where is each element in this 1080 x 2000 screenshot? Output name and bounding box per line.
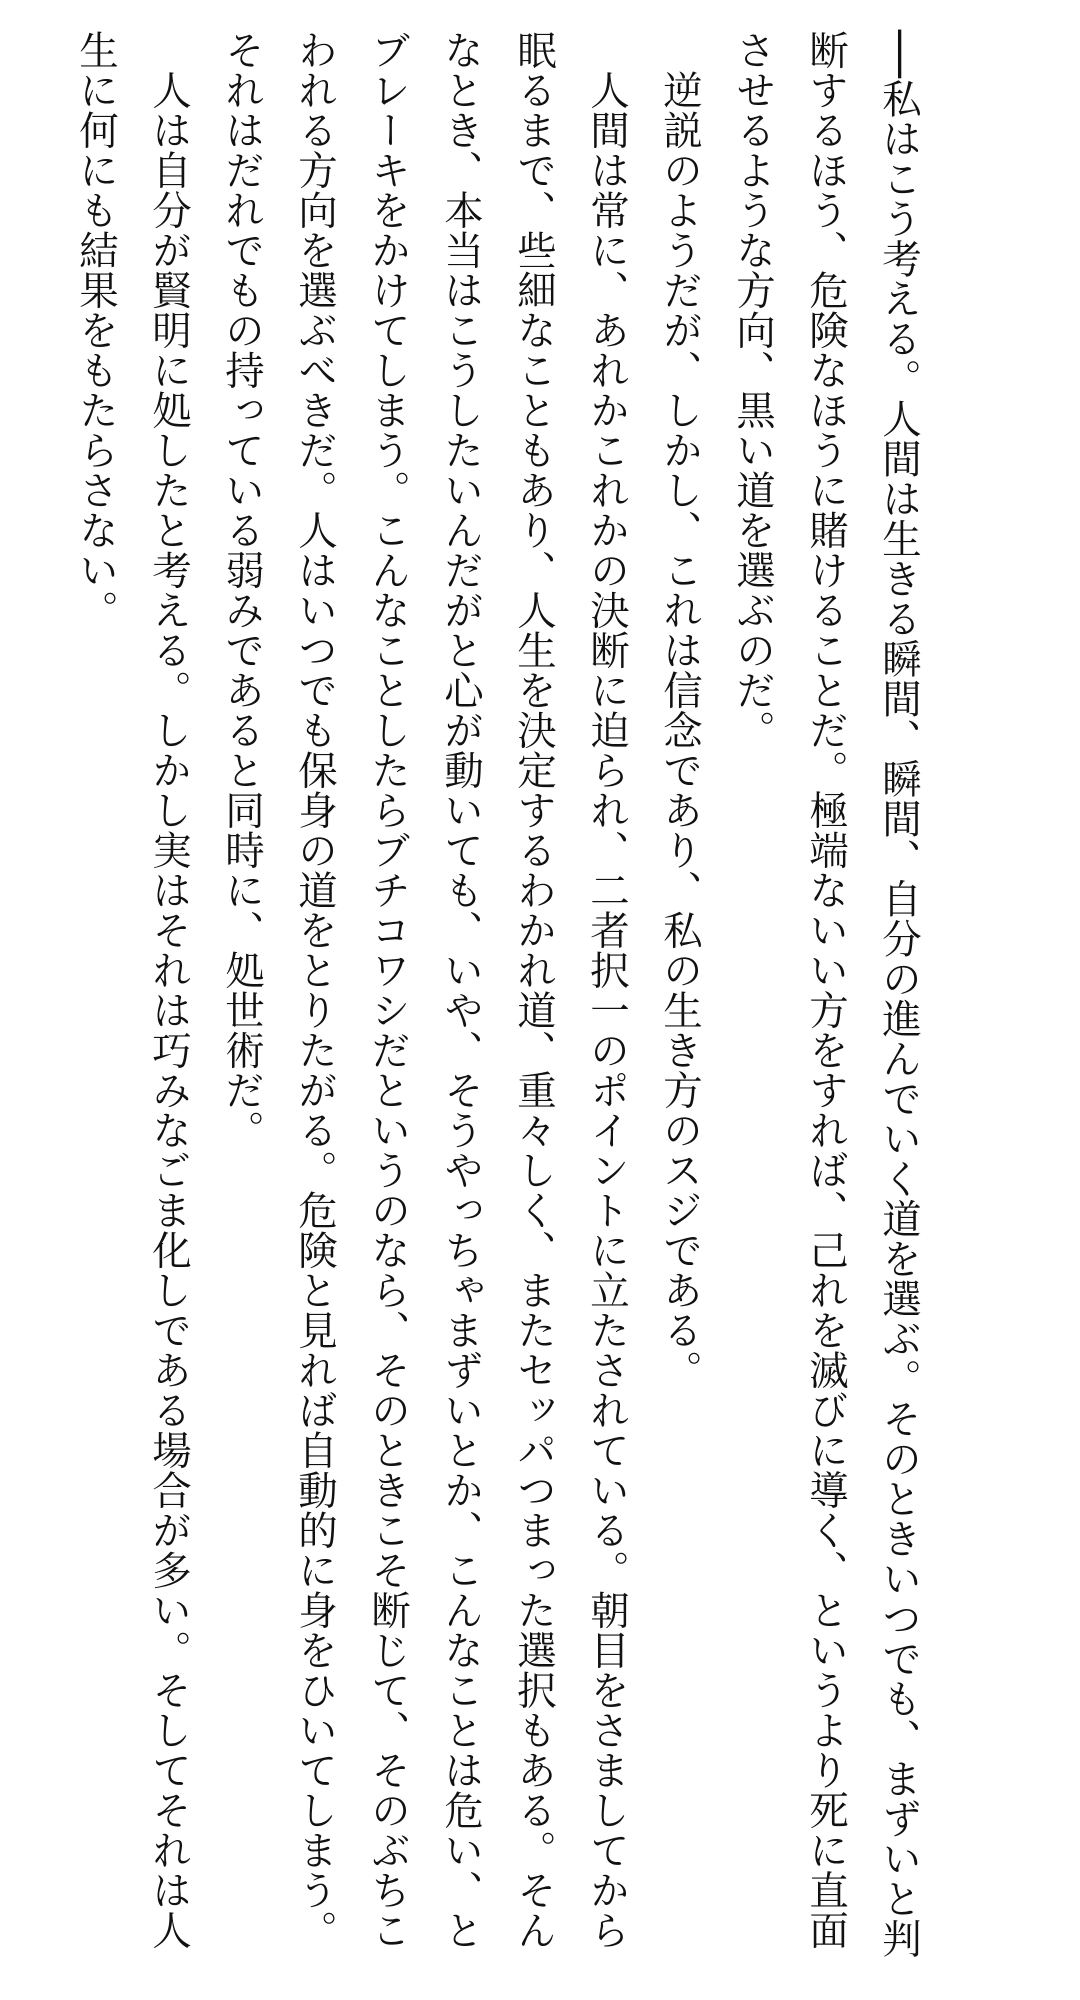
vertical-text-body [73, 30, 935, 1965]
paragraph-1: ──私はこう考える。人間は生きる瞬間、瞬間、自分の進んでいく道を選ぶ。そのときいつでも、まずいと判断するほう、危険なほうに賭けることだ。極端ないい方をすれば、己れを滅びに導く、というより死に直面させるような方向、黒い道を選ぶのだ。 [730, 30, 922, 1959]
paragraph-3: 人間は常に、あれかこれかの決断に迫られ、二者択一のポイントに立たされている。朝目をさましてから眠るまで、些細なこともあり、人生を決定するわかれ道、重々しく、またセッパつまった選択もある。そんなとき、本当はこうしたいんだがと心が動いても、いや、そうやっちゃまずいとか、こんなことは危い、とブレーキをかけてしまう。こんなことしたらブチコワシだというのなら、そのときこそ断じて、そのぶちこわれる方向を選ぶべきだ。人はいつでも保身の道をとりたがる。危険と見れば自動的に身をひいてしまう。それはだれでもの持っている弱みであると同時に、処世術だ。 [219, 30, 630, 1950]
paragraph-2: 逆説のようだが、しかし、これは信念であり、私の生き方のスジである。 [657, 69, 703, 1390]
paragraph-4: 人は自分が賢明に処したと考える。しかし実はそれは巧みなごま化しである場合が多い。そしてそれは人生に何にも結果をもたらさない。 [73, 30, 192, 1950]
